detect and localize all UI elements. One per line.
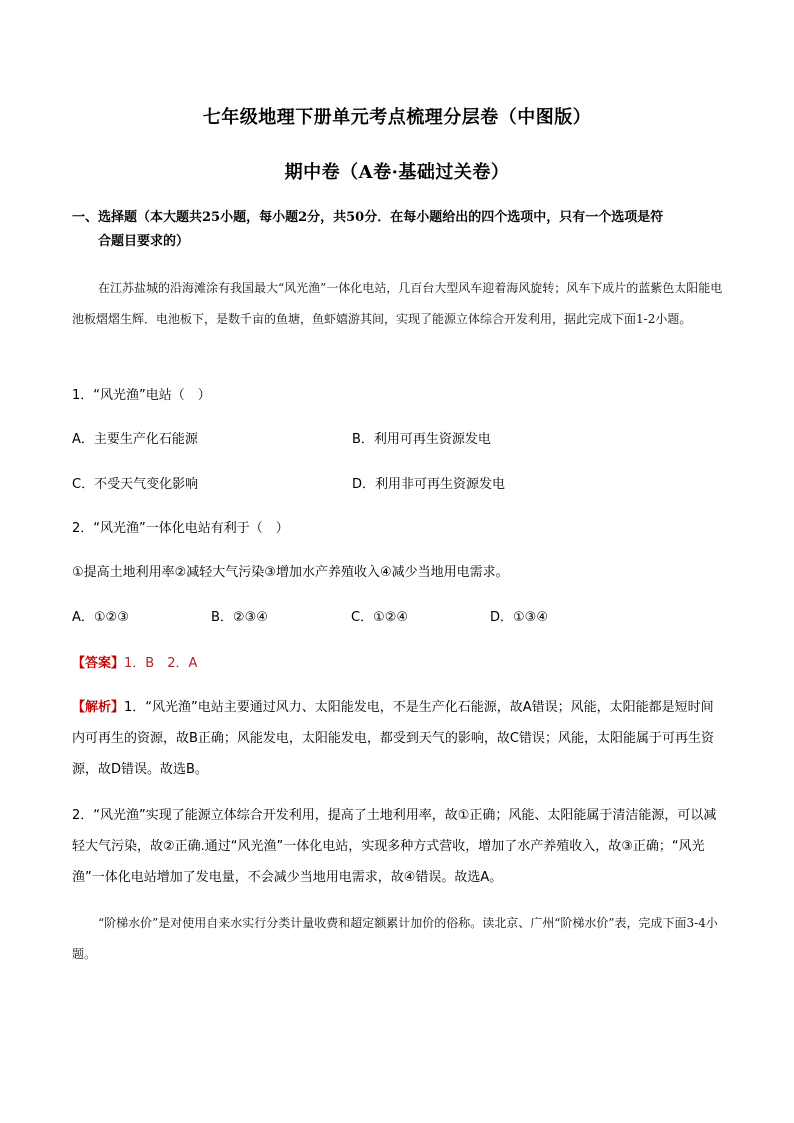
answer-line (72, 652, 197, 671)
question-2-option-c: C．①②④ (351, 610, 409, 625)
reading-passage-1: 在江苏盐城的沿海滩涂有我国最大“风光渔”一体化电站，几百台大型风车迎着海风旋转；风车下成片的蓝紫色太阳能电池板熠熠生辉．电池板下，是数千亩的鱼塘，鱼虾嬉游其间，实现了能源立体综合开发利用，据此完成下面1-2小题。 (72, 281, 723, 326)
document-subtitle: 期中卷（A卷·基础过关卷） (284, 162, 510, 183)
reading-passage-2: “阶梯水价”是对使用自来水实行分类计量收费和超定额累计加价的俗称。读北京、广州“阶梯水价”表，完成下面3-4小题。 (72, 916, 718, 961)
section-heading (72, 206, 722, 254)
question-2-option-a: A．①②③ (72, 610, 129, 625)
answer-text: 1．B 2．A (124, 656, 198, 671)
question-2-stem: 2．“风光渔”一体化电站有利于（ ） (72, 521, 289, 536)
question-1-stem: 1．“风光渔”电站（ ） (72, 388, 211, 403)
document-title: 七年级地理下册单元考点梳理分层卷（中图版） (202, 107, 592, 128)
question-1-option-d: D．利用非可再生资源发电 (352, 477, 506, 492)
question-1-option-b: B．利用可再生资源发电 (352, 432, 491, 447)
analysis-paragraph-2 (72, 800, 724, 893)
question-1-option-a: A．主要生产化石能源 (72, 432, 198, 447)
section-heading-line2: 合题目要求的） (98, 234, 190, 249)
question-2-option-b: B．②③④ (211, 610, 268, 625)
section-heading-line1: 一、选择题（本大题共25小题，每小题2分，共50分．在每小题给出的四个选项中，只有一个选项是符 (72, 210, 664, 225)
analysis-text-2: 2．“风光渔”实现了能源立体综合开发利用，提高了土地利用率，故①正确；风能、太阳能属于清洁能源，可以减轻大气污染，故②正确.通过“风光渔”一体化电站，实现多种方式营收，增加了水产养殖收入，故③正确；“风光渔”一体化电站增加了发电量，不会减少当地用电需求，故④错误。故选A。 (72, 808, 717, 885)
question-2-choices: ①提高土地利用率②减轻大气污染③增加水产养殖收入④减少当地用电需求。 (72, 565, 509, 580)
question-2-option-d: D．①③④ (490, 610, 548, 625)
answer-tag: 【答案】 (72, 656, 125, 671)
analysis-text-1: 1．“风光渔”电站主要通过风力、太阳能发电，不是生产化石能源，故A错误；风能，太阳能都是短时间内可再生的资源，故B正确；风能发电，太阳能发电，都受到天气的影响，故C错误；风能，太阳能属于可再生资源，故D错误。故选B。 (72, 700, 714, 777)
analysis-paragraph-1 (72, 692, 724, 785)
analysis-tag: 【解析】 (72, 700, 125, 715)
question-1-option-c: C．不受天气变化影响 (72, 477, 199, 492)
